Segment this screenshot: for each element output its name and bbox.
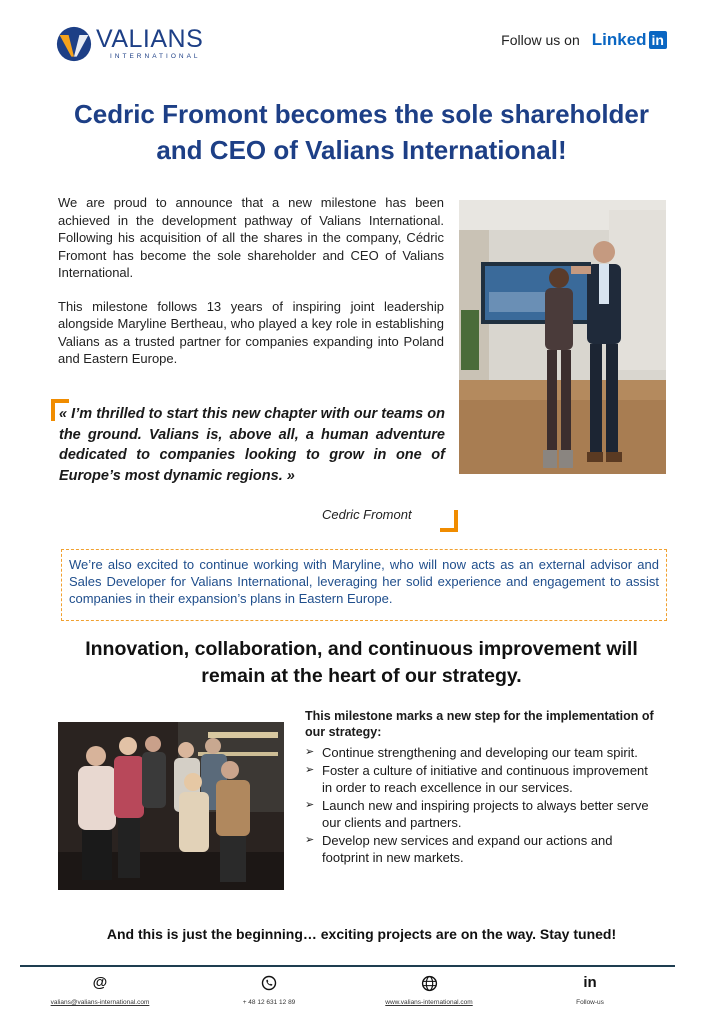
strategy-heading-line-2: remain at the heart of our strategy. [201, 665, 522, 687]
strategy-heading-line-1: Innovation, collaboration, and continuous improvement will [85, 638, 638, 660]
footer-phone[interactable] [189, 972, 349, 1006]
at-sign-icon: @ [92, 974, 108, 991]
title-line-1: Cedric Fromont becomes the sole shareholder [73, 99, 650, 129]
list-item [305, 832, 655, 866]
footer-divider [20, 965, 675, 967]
arrow-bullet-icon: ➢ [305, 834, 315, 846]
arrow-bullet-icon: ➢ [305, 764, 315, 776]
quote-close-bracket [440, 510, 458, 532]
follow-us [501, 30, 667, 50]
footer-follow-us[interactable]: Follow-us [576, 999, 604, 1006]
linkedin-icon: in [583, 974, 597, 991]
footer-website[interactable] [349, 972, 509, 1006]
logo-word: VALIANS [96, 25, 204, 54]
linkedin-word: Linked [591, 30, 647, 49]
team-photo [58, 722, 284, 890]
intro-text [58, 194, 444, 384]
intro-paragraph-2: This milestone follows 13 years of inspiring joint leadership alongside Maryline Bertheau, who played a key role in establishing Valians as a trusted partner for companies expanding into Poland and Eastern Europe. [58, 298, 444, 366]
list-item-text: Launch new and inspiring projects to always better serve our clients and partners. [322, 798, 649, 830]
strategy-intro: This milestone marks a new step for the implementation of our strategy: [305, 709, 654, 739]
list-item [305, 762, 655, 796]
strategy-heading [20, 636, 703, 690]
page-title [20, 96, 703, 168]
logo-subtitle: INTERNATIONAL [110, 53, 201, 61]
ceo-handover-photo [459, 200, 666, 474]
valians-logo[interactable] [56, 24, 203, 64]
valians-v-logo-icon [56, 26, 92, 62]
linkedin-icon: in [649, 31, 667, 49]
title-line-2: and CEO of Valians International! [156, 135, 567, 165]
follow-label: Follow us on [501, 32, 580, 48]
footer-phone-number: + 48 12 631 12 89 [242, 999, 296, 1006]
footer-website-link[interactable]: www.valians-international.com [385, 999, 473, 1006]
linkedin-link[interactable] [592, 30, 667, 50]
list-item [305, 744, 655, 761]
strategy-section [305, 708, 655, 867]
list-item [305, 797, 655, 831]
closing-line: And this is just the beginning… exciting projects are on the way. Stay tuned! [106, 926, 617, 942]
globe-icon [349, 972, 509, 994]
logo-text [96, 27, 203, 61]
arrow-bullet-icon: ➢ [305, 746, 315, 758]
list-item-text: Continue strengthening and developing our team spirit. [322, 745, 638, 760]
footer-email-link[interactable]: valians@valians-international.com [50, 999, 150, 1006]
footer-email[interactable] [20, 972, 180, 1006]
quote-author: Cedric Fromont [322, 507, 412, 522]
phone-icon [189, 972, 349, 994]
footer-linkedin[interactable] [510, 972, 670, 1006]
ceo-quote: « I’m thrilled to start this new chapter with our teams on the ground. Valians is, above all, a human adventure dedicated to companies looking to grow in one of Europe’s most dynamic regions. » [59, 406, 445, 484]
list-item-text: Develop new services and expand our actions and footprint in new markets. [322, 833, 613, 865]
strategy-list [305, 744, 655, 866]
arrow-bullet-icon: ➢ [305, 799, 315, 811]
intro-paragraph-1: We are proud to announce that a new milestone has been achieved in the development pathway of Valians International. Following his acquisition of all the shares in the company, Cédric Fromont has become the sole shareholder and CEO of Valians International. [58, 195, 444, 280]
list-item-text: Foster a culture of initiative and continuous improvement in order to reach excellence in our services. [322, 763, 648, 795]
maryline-notice: We’re also excited to continue working with Maryline, who will now acts as an external advisor and Sales Developer for Valians International, leveraging her solid experience and engagement to assist companies in their expansion’s plans in Eastern Europe. [61, 549, 667, 621]
